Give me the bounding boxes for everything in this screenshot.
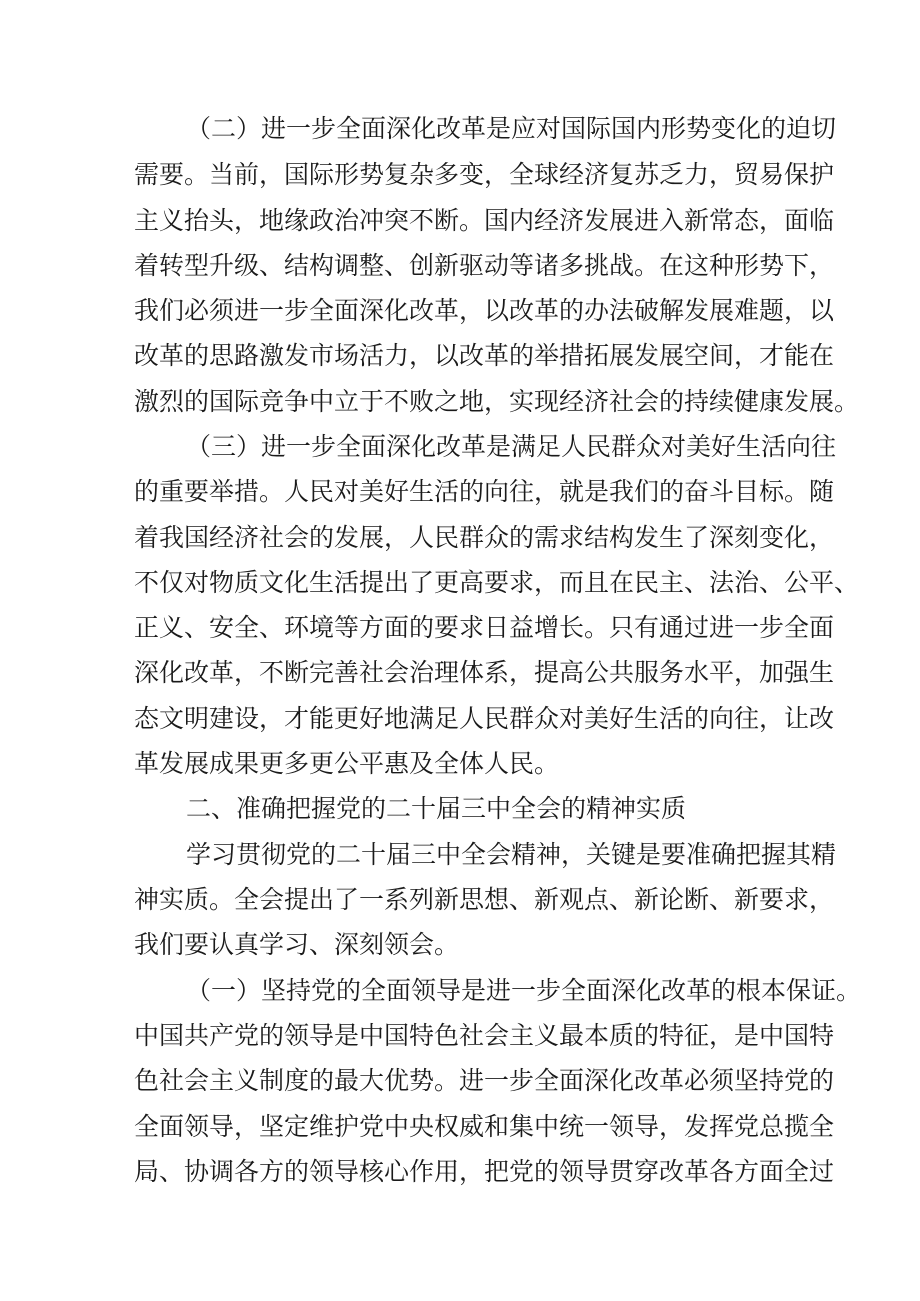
- paragraph-line: （一）坚持党的全面领导是进一步全面深化改革的根本保证。: [186, 976, 862, 1005]
- paragraph-line: 改革的思路激发市场活力，以改革的举措拓展发展空间，才能在: [134, 341, 835, 370]
- paragraph-line: 的重要举措。人民对美好生活的向往，就是我们的奋斗目标。随: [134, 477, 835, 506]
- paragraph-line: 不仅对物质文化生活提出了更高要求，而且在民主、法治、公平、: [134, 568, 860, 597]
- paragraph-line: 全面领导，坚定维护党中央权威和集中统一领导，发挥党总揽全: [134, 1112, 835, 1141]
- paragraph-line: 我们必须进一步全面深化改革，以改革的办法破解发展难题，以: [134, 296, 835, 325]
- section-heading: 二、准确把握党的二十届三中全会的精神实质: [186, 794, 687, 823]
- paragraph-line: 深化改革，不断完善社会治理体系，提高公共服务水平，加强生: [134, 658, 835, 687]
- paragraph-line: 正义、安全、环境等方面的要求日益增长。只有通过进一步全面: [134, 613, 835, 642]
- paragraph-line: 需要。当前，国际形势复杂多变，全球经济复苏乏力，贸易保护: [134, 160, 835, 189]
- paragraph-line: 着转型升级、结构调整、创新驱动等诸多挑战。在这种形势下，: [134, 251, 835, 280]
- paragraph-line: 神实质。全会提出了一系列新思想、新观点、新论断、新要求，: [134, 885, 835, 914]
- paragraph-line: 学习贯彻党的二十届三中全会精神，关键是要准确把握其精: [186, 840, 837, 869]
- paragraph-line: 局、协调各方的领导核心作用，把党的领导贯穿改革各方面全过: [134, 1157, 835, 1186]
- paragraph-line: （二）进一步全面深化改革是应对国际国内形势变化的迫切: [186, 114, 837, 143]
- paragraph-line: 中国共产党的领导是中国特色社会主义最本质的特征，是中国特: [134, 1021, 835, 1050]
- paragraph-line: 我们要认真学习、深刻领会。: [134, 930, 460, 959]
- paragraph-line: 着我国经济社会的发展，人民群众的需求结构发生了深刻变化，: [134, 523, 835, 552]
- paragraph-line: 主义抬头，地缘政治冲突不断。国内经济发展进入新常态，面临: [134, 206, 835, 235]
- paragraph-line: 革发展成果更多更公平惠及全体人民。: [134, 749, 560, 778]
- paragraph-line: （三）进一步全面深化改革是满足人民群众对美好生活向往: [186, 432, 837, 461]
- paragraph-line: 态文明建设，才能更好地满足人民群众对美好生活的向往，让改: [134, 704, 835, 733]
- paragraph-line: 色社会主义制度的最大优势。进一步全面深化改革必须坚持党的: [134, 1066, 835, 1095]
- paragraph-line: 激烈的国际竞争中立于不败之地，实现经济社会的持续健康发展。: [134, 387, 860, 416]
